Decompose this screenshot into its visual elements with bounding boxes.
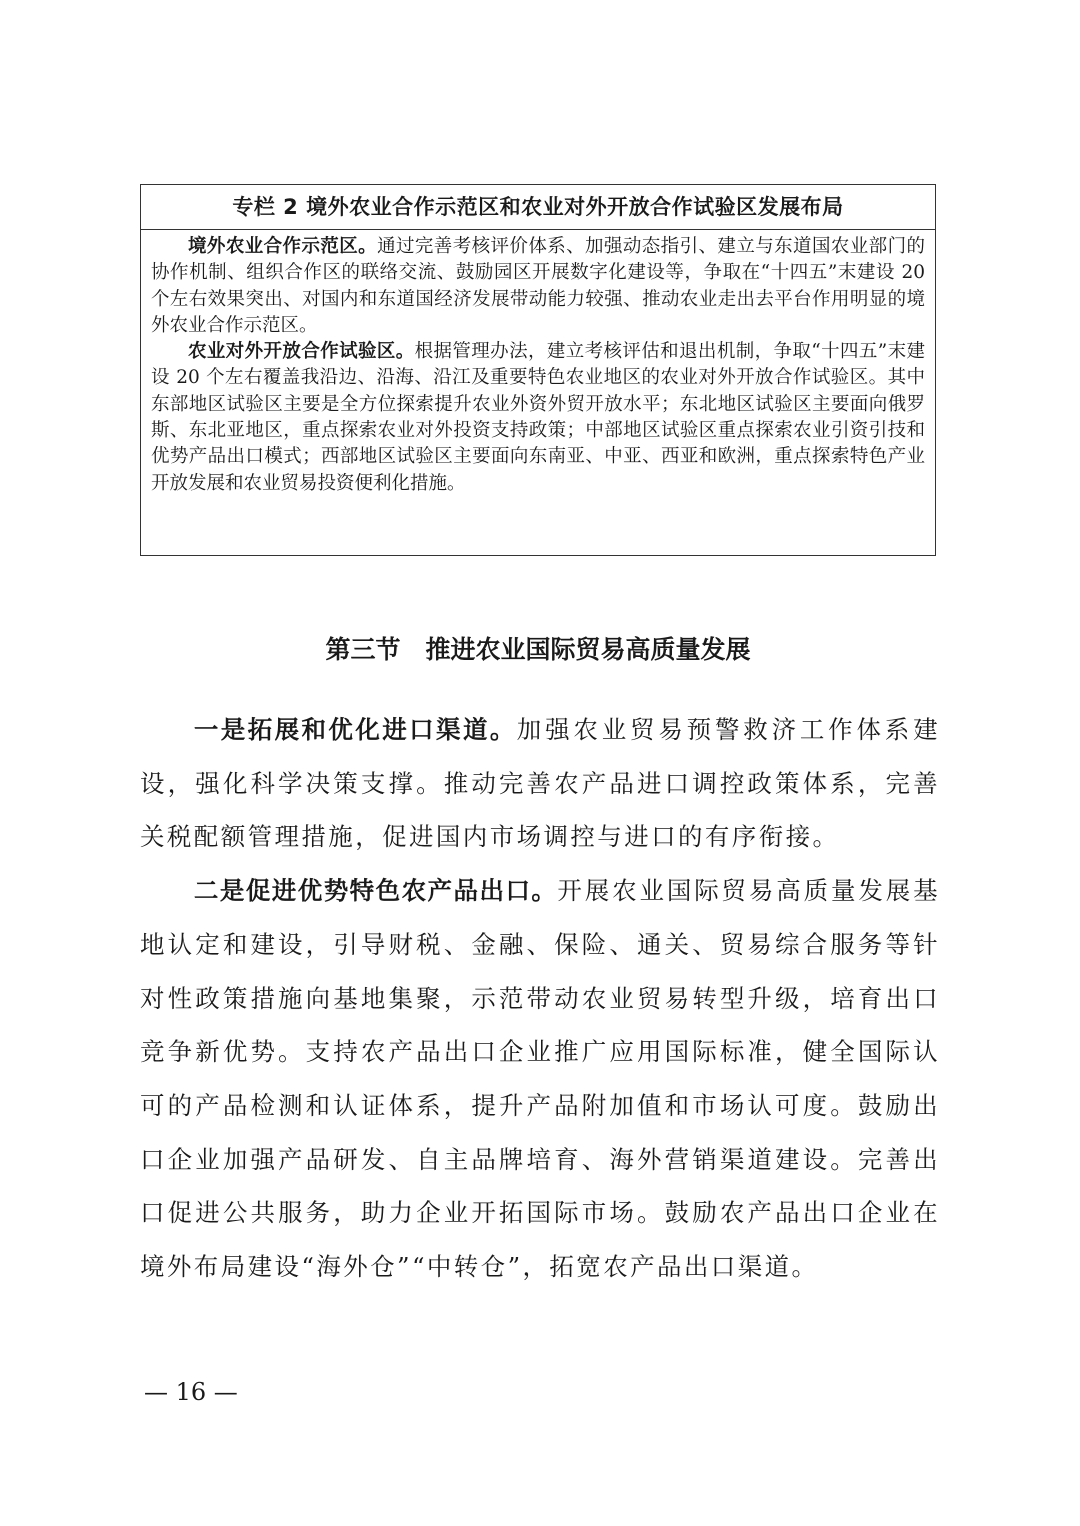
page-number: — 16 —	[144, 1378, 238, 1406]
sidebar-paragraph	[151, 234, 925, 339]
body-paragraph-lead: 二是促进优势特色农产品出口。	[193, 876, 558, 906]
sidebar-paragraph-lead: 农业对外开放合作试验区。	[188, 341, 415, 363]
section-heading: 第三节 推进农业国际贸易高质量发展	[325, 635, 751, 664]
body-paragraph-lead: 一是拓展和优化进口渠道。	[193, 715, 517, 744]
sidebar-box-body	[141, 230, 935, 497]
main-body	[140, 703, 940, 1294]
sidebar-paragraph-lead: 境外农业合作示范区。	[188, 236, 378, 257]
body-paragraph	[140, 703, 940, 864]
body-paragraph-text: 开展农业国际贸易高质量发展基地认定和建设，引导财税、金融、保险、通关、贸易综合服务等针对性政策措施向基地集聚，示范带动农业贸易转型升级，培育出口竞争新优势。支持农产品出口企业推广应用国际标准，健全国际认可的产品检测和认证体系，提升产品附加值和市场认可度。鼓励出口企业加强产品研发、自主品牌培育、海外营销渠道建设。完善出口促进公共服务，助力企业开拓国际市场。鼓励农产品出口企业在境外布局建设“海外仓”“中转仓”，拓宽农产品出口渠道。	[140, 876, 940, 1282]
body-paragraph-text: 加强农业贸易预警救济工作体系建设，强化科学决策支撑。推动完善农产品进口调控政策体系，完善关税配额管理措施，促进国内市场调控与进口的有序衔接。	[140, 715, 941, 852]
sidebar-paragraph	[151, 339, 925, 497]
body-paragraph	[140, 864, 940, 1294]
sidebar-paragraph-text: 通过完善考核评价体系、加强动态指引、建立与东道国农业部门的协作机制、组织合作区的联络交流、鼓励园区开展数字化建设等，争取在“十四五”末建设 20 个左右效果突出、对国内和东道国经济发展带动能力较强、推动农业走出去平台作用明显的境外农业合作示范区。	[151, 236, 925, 336]
sidebar-box-title: 专栏 2 境外农业合作示范区和农业对外开放合作试验区发展布局	[141, 185, 935, 230]
sidebar-box	[140, 184, 936, 556]
sidebar-paragraph-text: 根据管理办法，建立考核评估和退出机制，争取“十四五”末建设 20 个左右覆盖我沿边、沿海、沿江及重要特色农业地区的农业对外开放合作试验区。其中东部地区试验区主要是全方位探索提升农业外资外贸开放水平；东北地区试验区主要面向俄罗斯、东北亚地区，重点探索农业对外投资支持政策；中部地区试验区重点探索农业引资引技和优势产品出口模式；西部地区试验区主要面向东南亚、中亚、西亚和欧洲，重点探索特色产业开放发展和农业贸易投资便利化措施。	[151, 341, 925, 494]
